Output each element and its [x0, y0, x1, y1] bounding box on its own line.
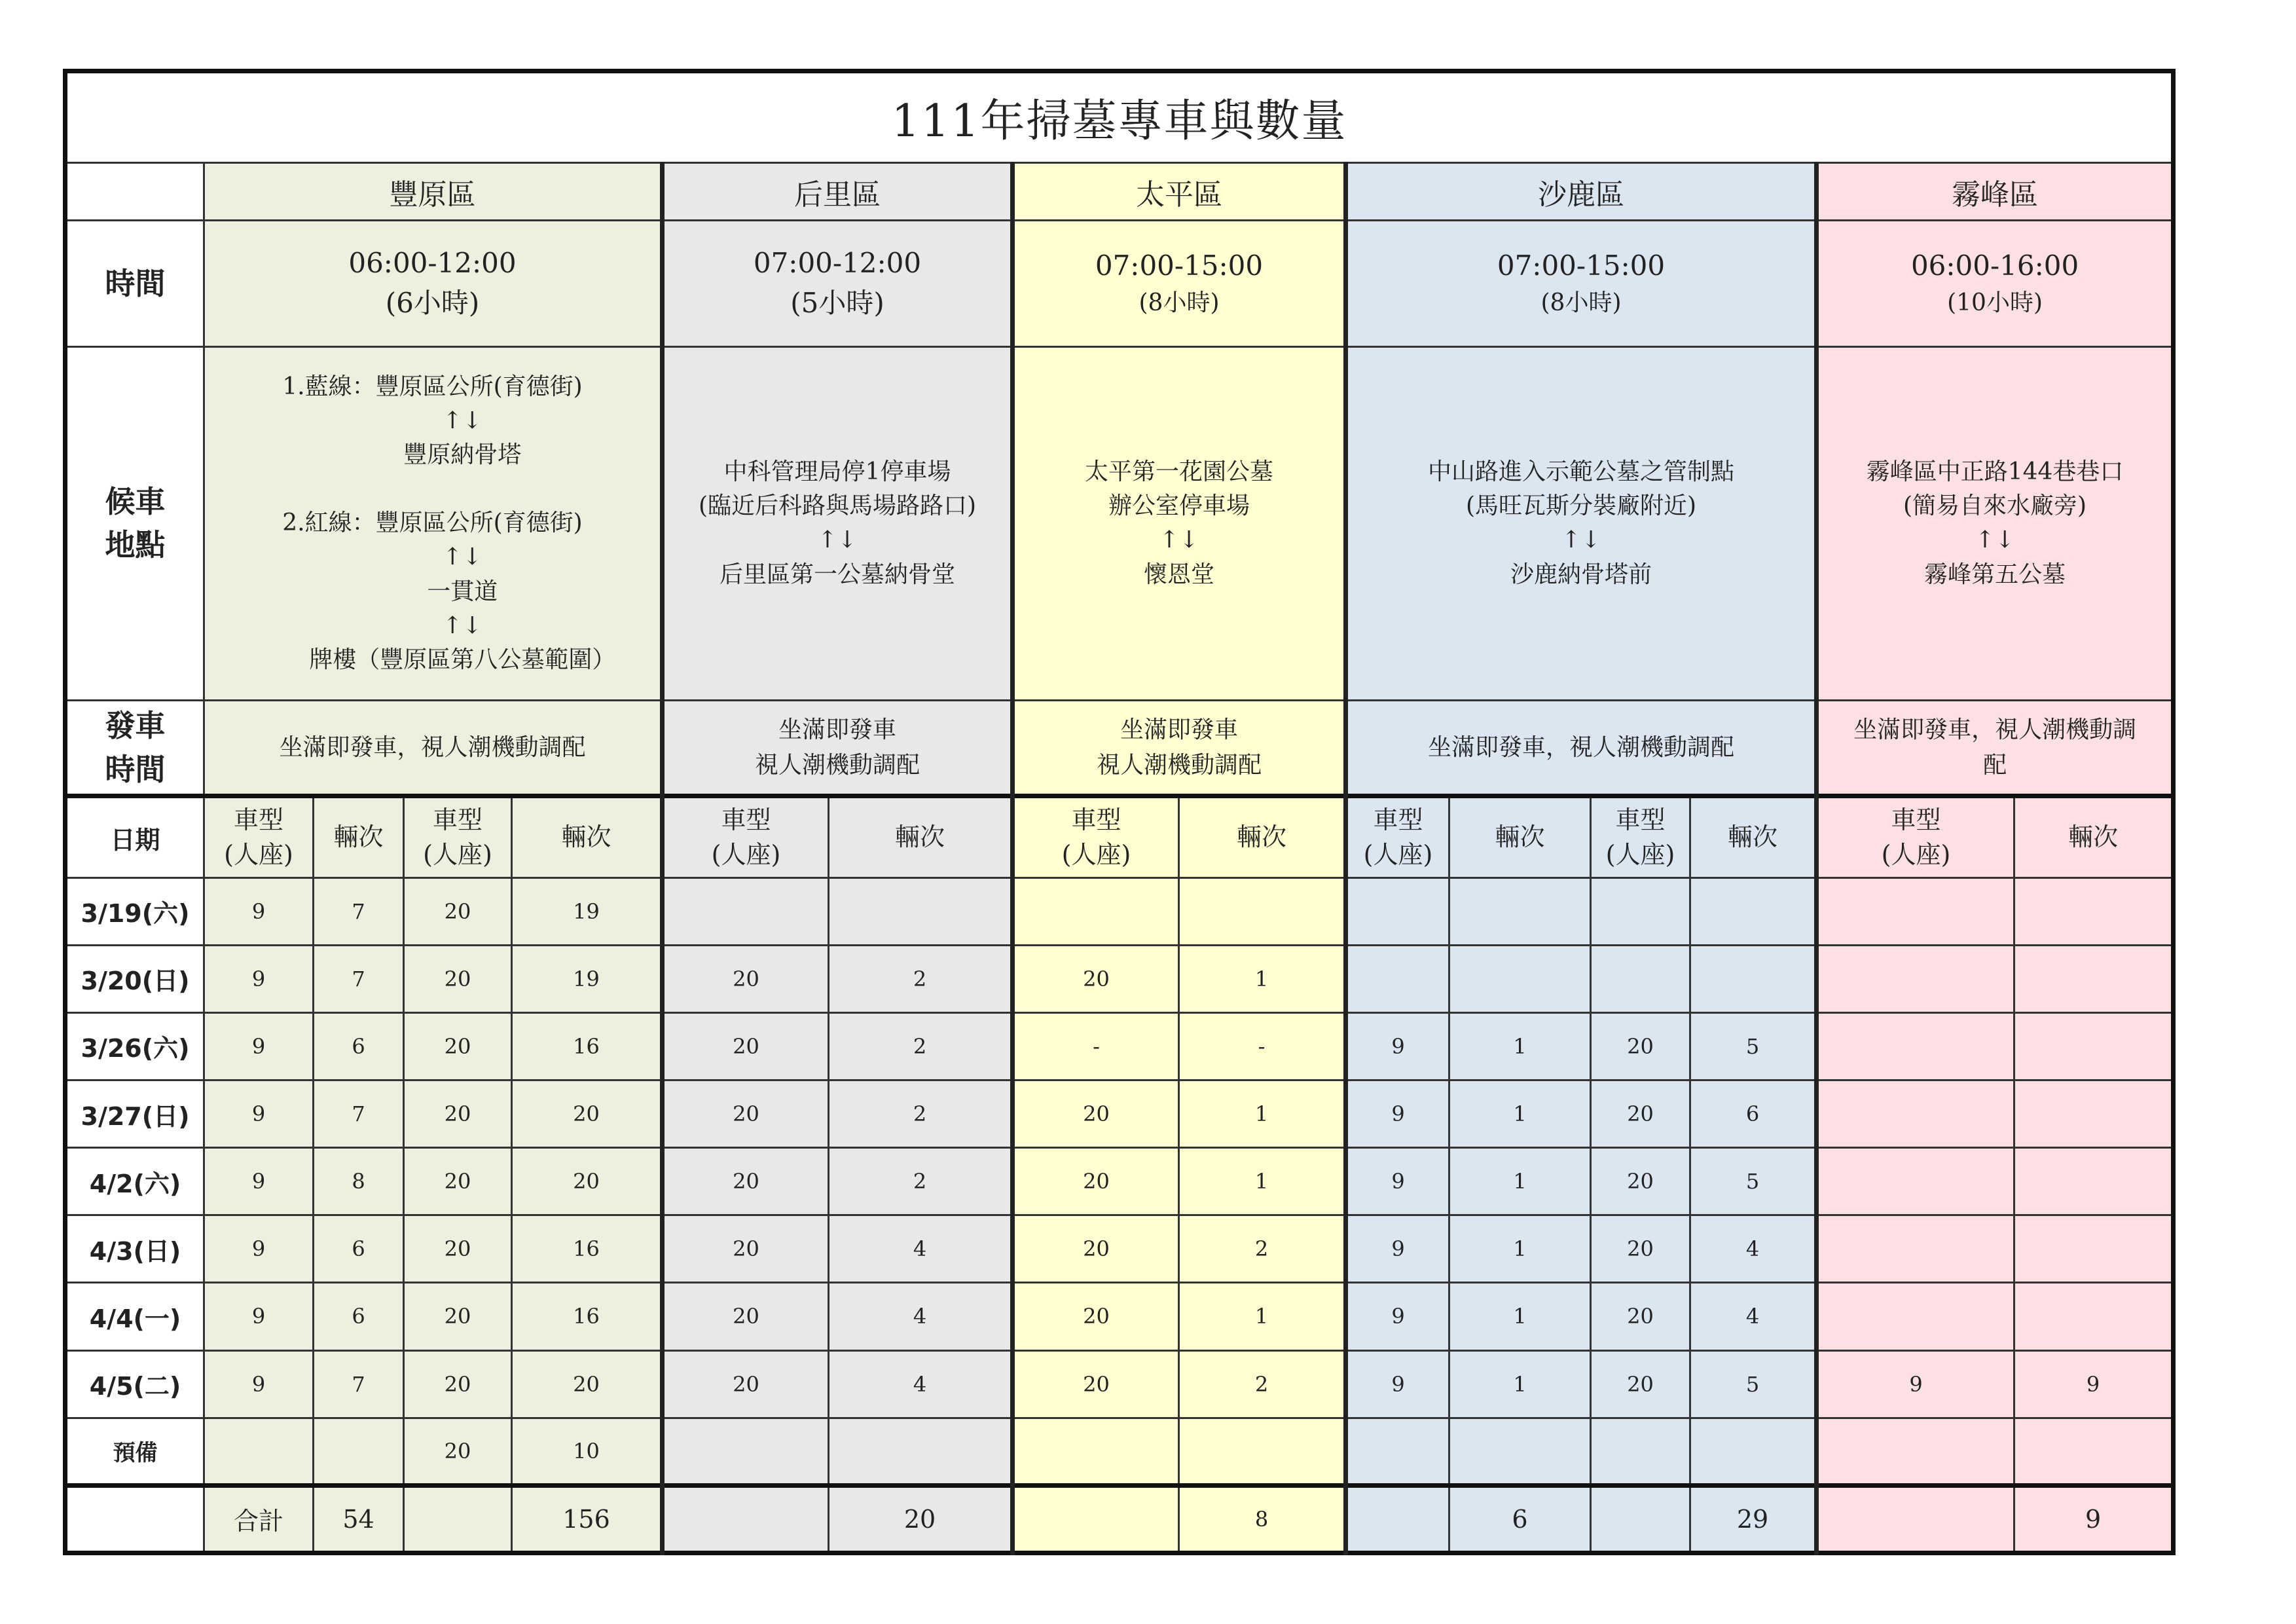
- table-cell: 5: [1690, 1148, 1817, 1215]
- pickup-line: 后里區第一公墓納骨堂: [719, 561, 955, 588]
- table-cell: 7: [314, 877, 404, 945]
- reserve-row: [65, 1418, 2174, 1485]
- row-date: 3/26(六): [65, 1012, 204, 1080]
- total-blank: [1013, 1485, 1179, 1553]
- type-label: 車型: [1891, 805, 1941, 834]
- time-range: 06:00-16:00: [1910, 249, 2079, 282]
- table-cell: 20: [663, 1012, 829, 1080]
- table-cell: 9: [204, 1148, 314, 1215]
- table-cell: 19: [512, 877, 663, 945]
- totals-row: [65, 1485, 2174, 1553]
- table-cell: 7: [314, 945, 404, 1012]
- reserve-cell: [1179, 1418, 1346, 1485]
- table-cell: -: [1179, 1012, 1346, 1080]
- type-label: 車型: [233, 805, 283, 834]
- table-cell: 6: [314, 1283, 404, 1350]
- table-row: [65, 1215, 2174, 1283]
- total-fengyuan-20: 156: [512, 1485, 663, 1553]
- reserve-cell: [829, 1418, 1013, 1485]
- table-cell: 6: [314, 1215, 404, 1283]
- pickup-line: 2.紅線：豐原區公所(育德街): [282, 509, 583, 537]
- reserve-cell: [204, 1418, 314, 1485]
- table-cell: 16: [512, 1012, 663, 1080]
- page-title: 111年掃墓專車與數量: [65, 71, 2174, 163]
- table-cell: 20: [1013, 1283, 1179, 1350]
- table-cell: 1: [1449, 1350, 1591, 1418]
- type-unit: (人座): [423, 840, 492, 870]
- type-unit: (人座): [711, 840, 781, 870]
- time-range: 07:00-15:00: [1095, 249, 1264, 282]
- table-cell: [1449, 877, 1591, 945]
- table-cell: 9: [1346, 1350, 1449, 1418]
- table-cell: 20: [663, 1215, 829, 1283]
- row-date: 3/27(日): [65, 1080, 204, 1148]
- pickup-line: 太平第一花園公墓: [1084, 458, 1273, 485]
- reserve-cell: [1690, 1418, 1817, 1485]
- pickup-line: 霧峰第五公墓: [1924, 561, 2066, 588]
- reserve-cell: [1013, 1418, 1179, 1485]
- total-houli: 20: [829, 1485, 1013, 1553]
- depart-houli: [663, 701, 1013, 796]
- time-range: 07:00-12:00: [753, 247, 922, 280]
- table-cell: [1346, 877, 1449, 945]
- row-date: 4/2(六): [65, 1148, 204, 1215]
- type-label: 車型: [1615, 805, 1666, 834]
- row-label-line: 候車: [105, 483, 166, 519]
- table-cell: 9: [2014, 1350, 2174, 1418]
- column-header-type: [1817, 796, 2014, 877]
- table-cell: 1: [1179, 1283, 1346, 1350]
- table-cell: 6: [1690, 1080, 1817, 1148]
- type-label: 車型: [432, 805, 483, 834]
- district-shalu: 沙鹿區: [1346, 163, 1817, 221]
- time-range: 07:00-15:00: [1497, 249, 1666, 282]
- table-cell: 9: [204, 1080, 314, 1148]
- pickup-arrow: ↑↓: [1561, 526, 1601, 554]
- table-cell: 19: [512, 945, 663, 1012]
- reserve-cell: [1817, 1418, 2014, 1485]
- type-unit: (人座): [1881, 840, 1951, 870]
- type-label: 車型: [1071, 805, 1121, 834]
- schedule-table: [63, 69, 2176, 1555]
- column-header-type: [1346, 796, 1449, 877]
- row-label-reserve: 預備: [65, 1418, 204, 1485]
- column-header-trips: 輛次: [2014, 796, 2174, 877]
- depart-line: 坐滿即發車: [1120, 716, 1238, 743]
- table-cell: 9: [1346, 1080, 1449, 1148]
- table-cell: 9: [1346, 1283, 1449, 1350]
- table-cell: 20: [1591, 1080, 1690, 1148]
- table-cell: 1: [1179, 1148, 1346, 1215]
- table-cell: 1: [1449, 1080, 1591, 1148]
- table-cell: 7: [314, 1080, 404, 1148]
- table-cell: 4: [829, 1350, 1013, 1418]
- column-header-trips: 輛次: [314, 796, 404, 877]
- depart-line: 視人潮機動調配: [1096, 751, 1262, 779]
- table-row: [65, 877, 2174, 945]
- table-cell: 20: [1591, 1012, 1690, 1080]
- pickup-shalu: [1346, 346, 1817, 701]
- type-label: 車型: [1373, 805, 1423, 834]
- column-header-type: [663, 796, 829, 877]
- table-cell: 9: [1346, 1215, 1449, 1283]
- table-cell: [1690, 945, 1817, 1012]
- table-cell: 7: [314, 1350, 404, 1418]
- district-fengyuan: 豐原區: [204, 163, 663, 221]
- time-hours: (6小時): [385, 286, 480, 319]
- table-cell: 20: [663, 1080, 829, 1148]
- table-cell: 20: [663, 945, 829, 1012]
- table-cell: [2014, 1283, 2174, 1350]
- table-cell: 9: [204, 1215, 314, 1283]
- pickup-line: 中科管理局停1停車場: [723, 458, 951, 485]
- row-date: 4/4(一): [65, 1283, 204, 1350]
- table-cell: 2: [829, 945, 1013, 1012]
- pickup-spacer: [205, 472, 660, 506]
- type-unit: (人座): [1605, 840, 1675, 870]
- column-header-type: [404, 796, 512, 877]
- table-cell: [1817, 1215, 2014, 1283]
- table-cell: 20: [663, 1350, 829, 1418]
- type-label: 車型: [721, 805, 771, 834]
- table-cell: 1: [1449, 1283, 1591, 1350]
- table-cell: 20: [512, 1080, 663, 1148]
- time-houli: [663, 221, 1013, 346]
- reserve-cell: [2014, 1418, 2174, 1485]
- pickup-fengyuan: [204, 346, 663, 701]
- row-date: 3/19(六): [65, 877, 204, 945]
- reserve-cell: 10: [512, 1418, 663, 1485]
- table-cell: 4: [829, 1283, 1013, 1350]
- total-shalu-9: 6: [1449, 1485, 1591, 1553]
- table-cell: 1: [1179, 945, 1346, 1012]
- table-cell: [2014, 945, 2174, 1012]
- table-cell: [2014, 1080, 2174, 1148]
- column-header-type: [1591, 796, 1690, 877]
- row-date: 4/5(二): [65, 1350, 204, 1418]
- table-cell: 20: [1013, 1080, 1179, 1148]
- table-cell: 9: [204, 945, 314, 1012]
- reserve-cell: [663, 1418, 829, 1485]
- table-cell: 9: [204, 877, 314, 945]
- pickup-arrow: ↑↓: [382, 544, 483, 571]
- row-label-pickup: [65, 346, 204, 701]
- table-cell: [1449, 945, 1591, 1012]
- table-row: [65, 1148, 2174, 1215]
- table-cell: 20: [512, 1148, 663, 1215]
- corner-blank: [65, 163, 204, 221]
- pickup-arrow: ↑↓: [382, 612, 483, 639]
- table-cell: 4: [829, 1215, 1013, 1283]
- depart-taiping: [1013, 701, 1346, 796]
- table-cell: 8: [314, 1148, 404, 1215]
- table-cell: 2: [829, 1080, 1013, 1148]
- table-cell: -: [1013, 1012, 1179, 1080]
- time-hours: (8小時): [1139, 289, 1220, 317]
- row-label-line: 發車: [105, 708, 166, 744]
- totals-label: 合計: [204, 1485, 314, 1553]
- table-cell: 9: [1817, 1350, 2014, 1418]
- column-header-trips: 輛次: [1690, 796, 1817, 877]
- pickup-line: (臨近后科路與馬場路路口): [698, 492, 977, 520]
- time-taiping: [1013, 221, 1346, 346]
- column-header-date: 日期: [65, 796, 204, 877]
- pickup-arrow: ↑↓: [1159, 526, 1199, 554]
- table-cell: 1: [1179, 1080, 1346, 1148]
- column-header-trips: 輛次: [512, 796, 663, 877]
- table-cell: [1179, 877, 1346, 945]
- pickup-line: 沙鹿納骨塔前: [1510, 561, 1652, 588]
- time-fengyuan: [204, 221, 663, 346]
- total-blank: [404, 1485, 512, 1553]
- time-wufeng: [1817, 221, 2174, 346]
- reserve-cell: [1346, 1418, 1449, 1485]
- pickup-line: 中山路進入示範公墓之管制點: [1427, 458, 1734, 485]
- table-cell: [1817, 1012, 2014, 1080]
- table-cell: [1817, 945, 2014, 1012]
- time-hours: (5小時): [790, 286, 884, 319]
- table-cell: [2014, 1148, 2174, 1215]
- table-cell: 4: [1690, 1215, 1817, 1283]
- column-header-type: [1013, 796, 1179, 877]
- table-row: [65, 1012, 2174, 1080]
- row-date: 4/3(日): [65, 1215, 204, 1283]
- table-cell: [663, 877, 829, 945]
- table-cell: [1817, 1283, 2014, 1350]
- total-blank: [1591, 1485, 1690, 1553]
- table-cell: 20: [1013, 945, 1179, 1012]
- pickup-line: 牌樓（豐原區第八公墓範圍）: [249, 646, 616, 674]
- pickup-line: 一貫道: [367, 578, 498, 605]
- table-cell: 20: [1591, 1148, 1690, 1215]
- depart-line: 坐滿即發車: [778, 716, 896, 743]
- time-range: 06:00-12:00: [348, 247, 517, 280]
- table-cell: 1: [1449, 1215, 1591, 1283]
- table-cell: 16: [512, 1215, 663, 1283]
- time-shalu: [1346, 221, 1817, 346]
- subheader-row: [65, 796, 2174, 877]
- pickup-line: 霧峰區中正路144巷巷口: [1866, 458, 2124, 485]
- pickup-arrow: ↑↓: [382, 407, 483, 434]
- pickup-arrow: ↑↓: [817, 526, 858, 554]
- district-wufeng: 霧峰區: [1817, 163, 2174, 221]
- time-hours: (8小時): [1540, 289, 1622, 317]
- time-hours: (10小時): [1947, 289, 2043, 317]
- table-cell: [1591, 877, 1690, 945]
- table-cell: 20: [404, 1080, 512, 1148]
- district-houli: 后里區: [663, 163, 1013, 221]
- pickup-line: (馬旺瓦斯分裝廠附近): [1465, 492, 1697, 520]
- row-label-time: 時間: [65, 221, 204, 346]
- pickup-arrow: ↑↓: [1975, 526, 2015, 554]
- table-cell: 20: [1013, 1215, 1179, 1283]
- pickup-taiping: [1013, 346, 1346, 701]
- depart-line: 坐滿即發車，視人潮機動調: [1853, 716, 2137, 743]
- pickup-line: 懷恩堂: [1143, 561, 1214, 588]
- table-cell: 9: [1346, 1012, 1449, 1080]
- table-cell: 20: [404, 945, 512, 1012]
- pickup-houli: [663, 346, 1013, 701]
- depart-fengyuan: 坐滿即發車，視人潮機動調配: [204, 701, 663, 796]
- table-cell: 20: [663, 1148, 829, 1215]
- row-label-line: 地點: [105, 527, 166, 563]
- depart-wufeng: [1817, 701, 2174, 796]
- table-cell: 20: [1591, 1350, 1690, 1418]
- table-cell: [1817, 1080, 2014, 1148]
- table-cell: 9: [204, 1350, 314, 1418]
- column-header-type: [204, 796, 314, 877]
- table-cell: [1817, 877, 2014, 945]
- row-date: 3/20(日): [65, 945, 204, 1012]
- table-cell: [2014, 877, 2174, 945]
- table-cell: 2: [829, 1012, 1013, 1080]
- table-cell: [829, 877, 1013, 945]
- table-cell: 9: [204, 1283, 314, 1350]
- pickup-line: 豐原納骨塔: [343, 441, 522, 468]
- total-blank: [663, 1485, 829, 1553]
- pickup-wufeng: [1817, 346, 2174, 701]
- column-header-trips: 輛次: [1179, 796, 1346, 877]
- pickup-line: 辦公室停車場: [1108, 492, 1250, 520]
- totals-blank: [65, 1485, 204, 1553]
- type-unit: (人座): [1061, 840, 1131, 870]
- table-cell: [2014, 1012, 2174, 1080]
- total-blank: [1346, 1485, 1449, 1553]
- table-cell: 20: [1013, 1350, 1179, 1418]
- table-cell: [1817, 1148, 2014, 1215]
- table-cell: 20: [1591, 1283, 1690, 1350]
- table-cell: [1591, 945, 1690, 1012]
- table-cell: 20: [512, 1350, 663, 1418]
- district-taiping: 太平區: [1013, 163, 1346, 221]
- depart-line: 配: [1983, 751, 2007, 779]
- depart-line: 視人潮機動調配: [754, 751, 920, 779]
- table-cell: 16: [512, 1283, 663, 1350]
- column-header-trips: 輛次: [829, 796, 1013, 877]
- table-cell: 9: [204, 1012, 314, 1080]
- pickup-line: 1.藍線：豐原區公所(育德街): [282, 373, 583, 400]
- table-row: [65, 1350, 2174, 1418]
- table-cell: 9: [1346, 1148, 1449, 1215]
- reserve-cell: [1591, 1418, 1690, 1485]
- table-row: [65, 945, 2174, 1012]
- total-wufeng: 9: [2014, 1485, 2174, 1553]
- table-cell: 1: [1449, 1148, 1591, 1215]
- table-row: [65, 1283, 2174, 1350]
- table-cell: [2014, 1215, 2174, 1283]
- total-blank: [1817, 1485, 2014, 1553]
- table-cell: 2: [1179, 1215, 1346, 1283]
- pickup-line: (簡易自來水廠旁): [1903, 492, 2087, 520]
- table-cell: 20: [404, 1148, 512, 1215]
- table-cell: 20: [1013, 1148, 1179, 1215]
- column-header-trips: 輛次: [1449, 796, 1591, 877]
- row-label-line: 時間: [105, 751, 166, 787]
- table-cell: 20: [404, 877, 512, 945]
- depart-shalu: 坐滿即發車，視人潮機動調配: [1346, 701, 1817, 796]
- table-cell: 6: [314, 1012, 404, 1080]
- table-cell: 2: [829, 1148, 1013, 1215]
- table-cell: 1: [1449, 1012, 1591, 1080]
- total-fengyuan-9: 54: [314, 1485, 404, 1553]
- table-cell: 5: [1690, 1350, 1817, 1418]
- reserve-cell: [314, 1418, 404, 1485]
- table-cell: 4: [1690, 1283, 1817, 1350]
- table-cell: [1013, 877, 1179, 945]
- table-cell: 20: [404, 1350, 512, 1418]
- table-cell: 5: [1690, 1012, 1817, 1080]
- reserve-cell: 20: [404, 1418, 512, 1485]
- table-cell: 20: [404, 1215, 512, 1283]
- table-cell: 20: [663, 1283, 829, 1350]
- reserve-cell: [1449, 1418, 1591, 1485]
- table-cell: [1346, 945, 1449, 1012]
- row-label-depart: [65, 701, 204, 796]
- total-shalu-20: 29: [1690, 1485, 1817, 1553]
- table-cell: 20: [404, 1283, 512, 1350]
- total-taiping: 8: [1179, 1485, 1346, 1553]
- table-cell: 20: [1591, 1215, 1690, 1283]
- table-cell: 2: [1179, 1350, 1346, 1418]
- type-unit: (人座): [1363, 840, 1433, 870]
- type-unit: (人座): [224, 840, 293, 870]
- table-row: [65, 1080, 2174, 1148]
- table-cell: 20: [404, 1012, 512, 1080]
- table-cell: [1690, 877, 1817, 945]
